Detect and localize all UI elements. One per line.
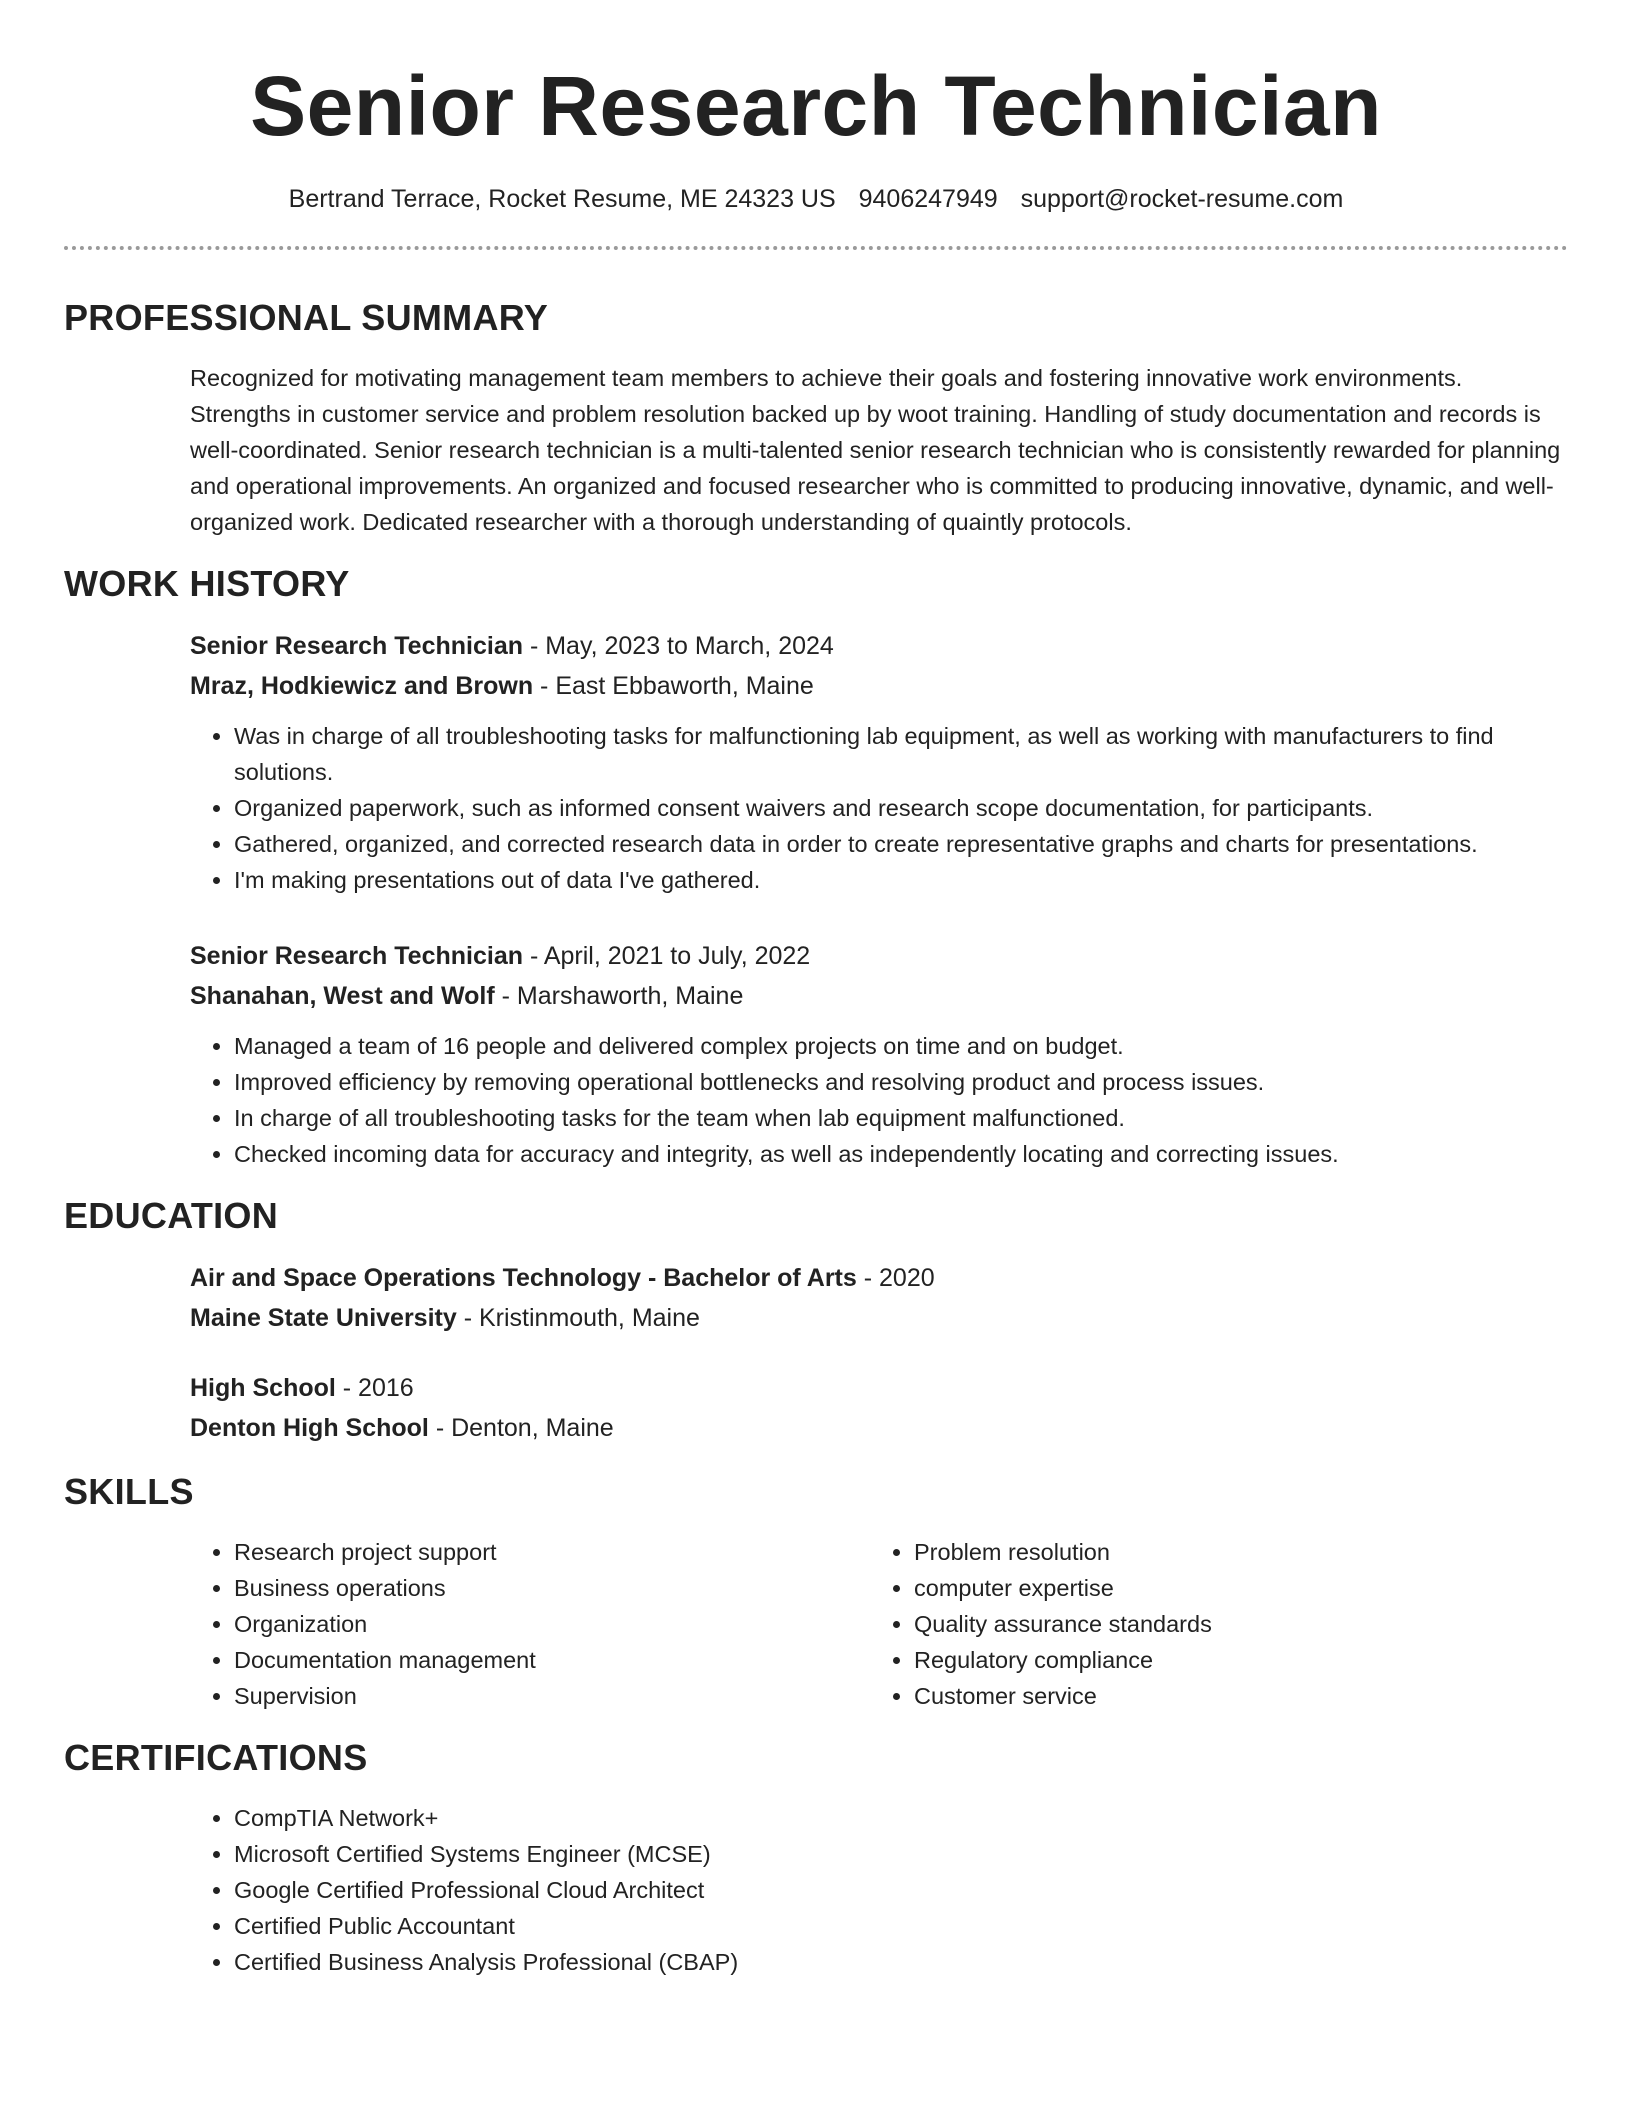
- job-bullet: • Gathered, organized, and corrected research data in order to create representative graphs and charts for presentations.: [234, 826, 1568, 862]
- section-skills: [64, 1470, 1568, 1714]
- job-company-line: [190, 666, 1568, 706]
- education-school: Maine State University: [190, 1304, 457, 1332]
- job-bullet: • I'm making presentations out of data I've gathered.: [234, 862, 1568, 898]
- education-location: - Kristinmouth, Maine: [456, 1304, 700, 1332]
- summary-text: Recognized for motivating management team members to achieve their goals and fostering innovative work environments. Strengths in customer service and problem resolution backed up by woot training. Handling of study documentation and records is well-coordinated. Senior research technician is a multi-talented senior research technician who is consistently rewarded for planning and operational improvements. An organized and focused researcher who is committed to producing innovative, dynamic, and well-organized work. Dedicated researcher with a thorough understanding of quaintly protocols.: [190, 365, 1561, 535]
- skill-item: • Documentation management: [234, 1642, 870, 1678]
- candidate-name: Senior Research Technician: [250, 59, 1382, 153]
- summary-content: [190, 360, 1568, 540]
- job-company-line: [190, 976, 1568, 1016]
- skill-item: • Business operations: [234, 1570, 870, 1606]
- section-title-certifications: CERTIFICATIONS: [64, 1737, 368, 1778]
- skills-content: [190, 1534, 1568, 1714]
- section-certifications: [64, 1736, 1568, 1980]
- contact-line: [64, 182, 1568, 216]
- job-company: Mraz, Hodkiewicz and Brown: [190, 672, 534, 700]
- job-dates: - April, 2021 to July, 2022: [523, 942, 811, 970]
- education-content: [190, 1258, 1568, 1448]
- contact-address: Bertrand Terrace, Rocket Resume, ME 24323 US: [288, 185, 836, 213]
- job-bullets: [190, 1028, 1568, 1172]
- work-content: [190, 626, 1568, 1172]
- job-title-line: [190, 626, 1568, 666]
- education-entry: [190, 1258, 1568, 1338]
- job-entry: [190, 936, 1568, 1172]
- skill-item: • Supervision: [234, 1678, 870, 1714]
- section-education: [64, 1194, 1568, 1448]
- section-work-history: [64, 562, 1568, 1172]
- job-bullet: • Organized paperwork, such as informed consent waivers and research scope documentation, for participants.: [234, 790, 1568, 826]
- job-bullets: [190, 718, 1568, 898]
- certification-item: • CompTIA Network+: [234, 1800, 1568, 1836]
- education-degree: Air and Space Operations Technology - Bachelor of Arts: [190, 1264, 857, 1292]
- certification-item: • Certified Public Accountant: [234, 1908, 1568, 1944]
- education-degree: High School: [190, 1374, 336, 1402]
- skill-item: • Customer service: [914, 1678, 1568, 1714]
- education-entry: [190, 1368, 1568, 1448]
- education-degree-line: [190, 1368, 1568, 1408]
- section-professional-summary: [64, 296, 1568, 540]
- certifications-content: [190, 1800, 1568, 1980]
- section-title-skills: SKILLS: [64, 1471, 194, 1512]
- job-bullet: • Checked incoming data for accuracy and integrity, as well as independently locating and correcting issues.: [234, 1136, 1568, 1172]
- skills-list-left: [190, 1534, 870, 1714]
- certification-item: • Google Certified Professional Cloud Architect: [234, 1872, 1568, 1908]
- skill-item: • Research project support: [234, 1534, 870, 1570]
- skill-item: • Organization: [234, 1606, 870, 1642]
- skill-item: • Quality assurance standards: [914, 1606, 1568, 1642]
- certification-item: • Certified Business Analysis Professional (CBAP): [234, 1944, 1568, 1980]
- contact-email: support@rocket-resume.com: [1020, 185, 1344, 213]
- contact-phone: 9406247949: [858, 185, 998, 213]
- certifications-list: [190, 1800, 1568, 1980]
- job-role: Senior Research Technician: [190, 632, 523, 660]
- job-location: - East Ebbaworth, Maine: [533, 672, 814, 700]
- job-location: - Marshaworth, Maine: [494, 982, 744, 1010]
- education-location: - Denton, Maine: [428, 1414, 614, 1442]
- education-school-line: [190, 1408, 1568, 1448]
- job-role: Senior Research Technician: [190, 942, 523, 970]
- education-school: Denton High School: [190, 1414, 429, 1442]
- job-dates: - May, 2023 to March, 2024: [523, 632, 834, 660]
- education-school-line: [190, 1298, 1568, 1338]
- skills-list-right: [870, 1534, 1568, 1714]
- skill-item: • computer expertise: [914, 1570, 1568, 1606]
- job-bullet: • Improved efficiency by removing operational bottlenecks and resolving product and process issues.: [234, 1064, 1568, 1100]
- section-title-work: WORK HISTORY: [64, 563, 350, 604]
- education-year: - 2016: [335, 1374, 414, 1402]
- header-divider: [64, 246, 1568, 250]
- job-company: Shanahan, West and Wolf: [190, 982, 495, 1010]
- section-title-summary: PROFESSIONAL SUMMARY: [64, 297, 549, 338]
- job-title-line: [190, 936, 1568, 976]
- education-degree-line: [190, 1258, 1568, 1298]
- job-bullet: • Managed a team of 16 people and delivered complex projects on time and on budget.: [234, 1028, 1568, 1064]
- section-title-education: EDUCATION: [64, 1195, 279, 1236]
- skill-item: • Regulatory compliance: [914, 1642, 1568, 1678]
- certification-item: • Microsoft Certified Systems Engineer (MCSE): [234, 1836, 1568, 1872]
- skill-item: • Problem resolution: [914, 1534, 1568, 1570]
- job-bullet: • In charge of all troubleshooting tasks for the team when lab equipment malfunctioned.: [234, 1100, 1568, 1136]
- job-entry: [190, 626, 1568, 898]
- job-bullet: • Was in charge of all troubleshooting tasks for malfunctioning lab equipment, as well as working with manufacturers to find solutions.: [234, 718, 1568, 790]
- education-year: - 2020: [856, 1264, 935, 1292]
